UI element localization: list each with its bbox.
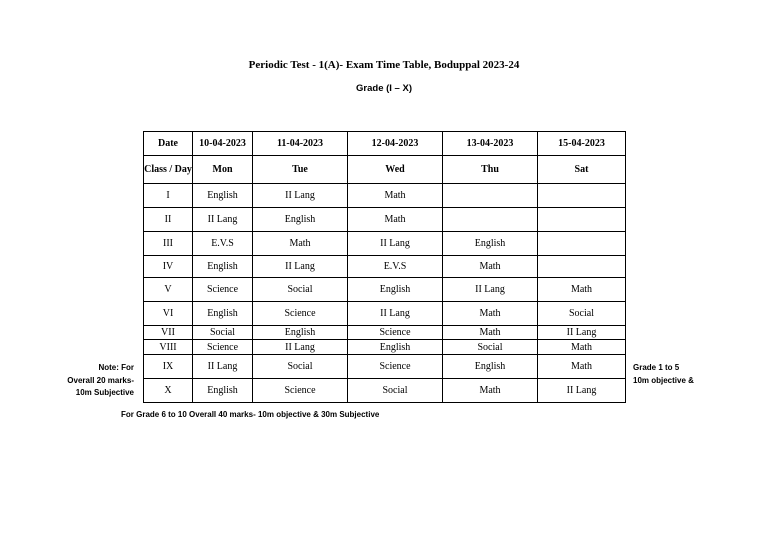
subject-cell: Social bbox=[443, 340, 538, 355]
date-cell: 13-04-2023 bbox=[443, 132, 538, 156]
page-title: Periodic Test - 1(A)- Exam Time Table, Boduppal 2023-24 bbox=[248, 59, 520, 71]
class-cell: I bbox=[144, 184, 193, 208]
subject-cell bbox=[538, 184, 626, 208]
subject-cell: II Lang bbox=[538, 326, 626, 340]
class-cell: IV bbox=[144, 256, 193, 278]
subject-cell: English bbox=[253, 208, 348, 232]
class-cell: V bbox=[144, 278, 193, 302]
subject-cell: Social bbox=[348, 379, 443, 403]
subject-cell: English bbox=[193, 184, 253, 208]
table-row bbox=[144, 355, 626, 379]
exam-timetable bbox=[143, 131, 626, 403]
day-cell: Tue bbox=[253, 156, 348, 184]
subject-cell: English bbox=[193, 302, 253, 326]
subject-cell: Science bbox=[348, 355, 443, 379]
subject-cell: Math bbox=[443, 379, 538, 403]
subject-cell: Social bbox=[193, 326, 253, 340]
class-cell: IX bbox=[144, 355, 193, 379]
subject-cell: English bbox=[443, 355, 538, 379]
date-row bbox=[144, 132, 626, 156]
subject-cell: English bbox=[253, 326, 348, 340]
class-cell: VII bbox=[144, 326, 193, 340]
class-cell: VI bbox=[144, 302, 193, 326]
day-row bbox=[144, 156, 626, 184]
subject-cell: II Lang bbox=[348, 302, 443, 326]
date-cell: 12-04-2023 bbox=[348, 132, 443, 156]
table-row bbox=[144, 340, 626, 355]
subject-cell: Math bbox=[538, 355, 626, 379]
table-row bbox=[144, 326, 626, 340]
table-row bbox=[144, 184, 626, 208]
subject-cell: Math bbox=[538, 340, 626, 355]
note-right-line: 10m objective & bbox=[633, 375, 694, 385]
subject-cell: II Lang bbox=[538, 379, 626, 403]
subject-cell bbox=[538, 208, 626, 232]
subject-cell: Science bbox=[193, 278, 253, 302]
table-row bbox=[144, 302, 626, 326]
class-cell: II bbox=[144, 208, 193, 232]
subject-cell: II Lang bbox=[253, 256, 348, 278]
subject-cell bbox=[538, 232, 626, 256]
table-row bbox=[144, 379, 626, 403]
class-cell: III bbox=[144, 232, 193, 256]
subject-cell: English bbox=[193, 256, 253, 278]
subject-cell: Math bbox=[253, 232, 348, 256]
page-subtitle: Grade (I – X) bbox=[356, 83, 412, 94]
date-cell: 11-04-2023 bbox=[253, 132, 348, 156]
subject-cell: Math bbox=[443, 302, 538, 326]
subject-cell: English bbox=[348, 278, 443, 302]
subject-cell: English bbox=[443, 232, 538, 256]
subject-cell: II Lang bbox=[193, 355, 253, 379]
subject-cell: Math bbox=[538, 278, 626, 302]
subject-cell: Science bbox=[253, 379, 348, 403]
note-left bbox=[60, 362, 134, 400]
subject-cell: II Lang bbox=[443, 278, 538, 302]
subject-cell: English bbox=[348, 340, 443, 355]
class-cell: X bbox=[144, 379, 193, 403]
subject-cell: Science bbox=[348, 326, 443, 340]
note-left-line: Overall 20 marks- bbox=[67, 375, 134, 385]
subject-cell: Math bbox=[443, 326, 538, 340]
subject-cell: II Lang bbox=[253, 184, 348, 208]
subject-cell bbox=[443, 208, 538, 232]
day-cell: Thu bbox=[443, 156, 538, 184]
note-left-line: 10m Subjective bbox=[75, 388, 134, 397]
subject-cell: Science bbox=[193, 340, 253, 355]
note-right-line: Grade 1 to 5 bbox=[633, 363, 680, 372]
class-cell: VIII bbox=[144, 340, 193, 355]
subject-cell: Social bbox=[253, 355, 348, 379]
footer-note: For Grade 6 to 10 Overall 40 marks- 10m objective & 30m Subjective bbox=[121, 410, 380, 419]
day-cell: Sat bbox=[538, 156, 626, 184]
date-cell: 15-04-2023 bbox=[538, 132, 626, 156]
subject-cell: E.V.S bbox=[193, 232, 253, 256]
day-cell: Mon bbox=[193, 156, 253, 184]
subject-cell: Math bbox=[443, 256, 538, 278]
subject-cell bbox=[443, 184, 538, 208]
table-row bbox=[144, 232, 626, 256]
table-row bbox=[144, 208, 626, 232]
table-row bbox=[144, 278, 626, 302]
table-row bbox=[144, 256, 626, 278]
subject-cell: Math bbox=[348, 184, 443, 208]
subject-cell: Social bbox=[538, 302, 626, 326]
classday-label: Class / Day bbox=[144, 156, 193, 184]
subject-cell: E.V.S bbox=[348, 256, 443, 278]
subject-cell: II Lang bbox=[348, 232, 443, 256]
date-label: Date bbox=[144, 132, 193, 156]
subject-cell: Social bbox=[253, 278, 348, 302]
note-right bbox=[633, 362, 723, 387]
subject-cell: Science bbox=[253, 302, 348, 326]
subject-cell: II Lang bbox=[193, 208, 253, 232]
subject-cell: Math bbox=[348, 208, 443, 232]
subject-cell: II Lang bbox=[253, 340, 348, 355]
subject-cell: English bbox=[193, 379, 253, 403]
day-cell: Wed bbox=[348, 156, 443, 184]
date-cell: 10-04-2023 bbox=[193, 132, 253, 156]
note-left-line: Note: For bbox=[98, 363, 134, 372]
subject-cell bbox=[538, 256, 626, 278]
